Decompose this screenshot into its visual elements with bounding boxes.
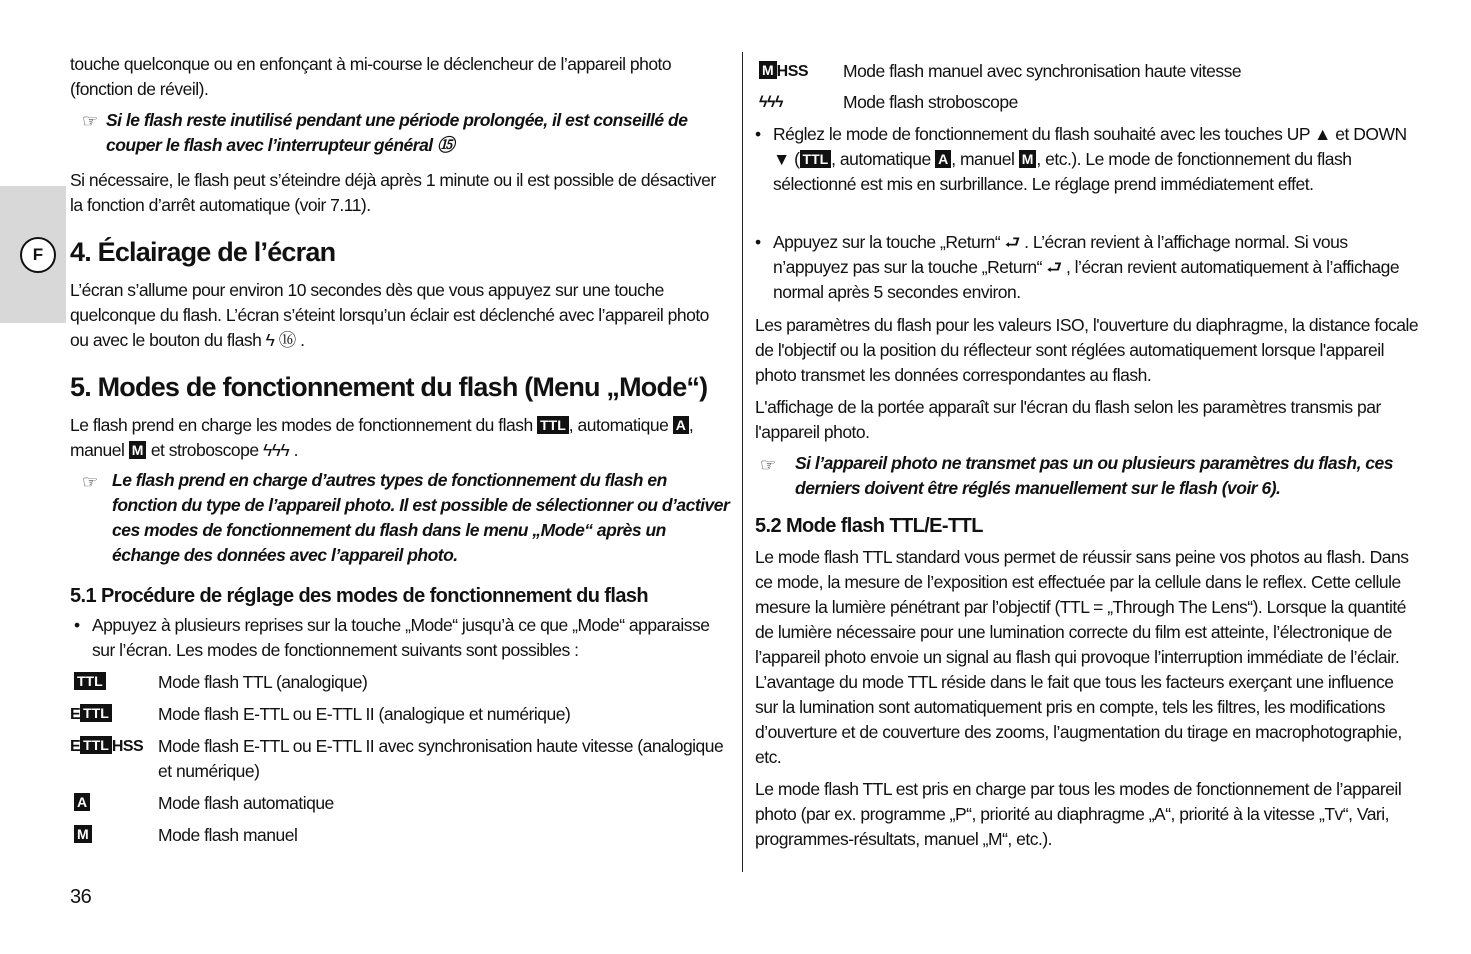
intro-paragraph: touche quelconque ou en enfonçant à mi-course le déclencheur de l’appareil photo (fonction de réveil).: [70, 54, 672, 99]
note-power-switch: Si le flash reste inutilisé pendant une période prolongée, il est conseillé de couper le flash avec l’interrupteur général ⑮: [106, 110, 688, 155]
bullet-return: • Appuyez sur la touche „Return“ ⮐ . L’écran revient à l’affichage normal. Si vous n’appuyez pas sur la touche „Return“ ⮐ , l’écran revient automatiquement à l’affichage normal après 5 secondes environ.: [773, 230, 1418, 305]
mode-auto-text: Mode flash automatique: [158, 793, 334, 813]
mode-manual-text: Mode flash manuel: [158, 825, 298, 845]
select-mode-text-d: , etc.). Le mode de fonctionnement du flash sélectionné est mis en surbrillance. Le réglage prend immédiatement effet.: [773, 149, 1352, 194]
params-paragraph: Les paramètres du flash pour les valeurs ISO, l'ouverture du diaphragme, la distance focale de l'objectif ou la position du réflecteur sont réglées automatiquement lorsque l'appareil photo transmet les données correspondantes au flash.: [755, 315, 1419, 385]
auto-badge-icon: A: [935, 150, 951, 168]
mode-icon-ettl-hss: E TTL HSS: [70, 737, 144, 755]
mode-icon-ettl: E TTL: [70, 702, 112, 727]
modes-intro-text-b: , automatique: [568, 415, 669, 435]
mode-strobe-text: Mode flash stroboscope: [843, 92, 1018, 112]
language-tab-label: F: [20, 237, 56, 273]
pointing-hand-icon: ☞: [760, 455, 776, 475]
modes-intro-text-c: , manuel: [70, 415, 694, 460]
ttl-badge-icon: TTL: [800, 150, 832, 168]
ttl-badge-icon: TTL: [537, 416, 569, 434]
note-other-modes: Le flash prend en charge d’autres types de fonctionnement du flash en fonction du type de l’appareil photo. Il est possible de sélectionner ou d’activer ces modes de fonctionnement du flash dans le menu „Mode“ après un échange des données avec l’appareil photo.: [112, 470, 730, 565]
subsection-heading-5-2: 5.2 Mode flash TTL/E-TTL: [755, 515, 983, 537]
ttl-explanation-paragraph: Le mode flash TTL standard vous permet de réussir sans peine vos photos au flash. Dans ce mode, la mesure de l’exposition est effectuée par la cellule dans le reflex. Cette cellule mesure la lumière pénétrant par l’objectif (TTL = „Through The Lens“). Lorsque la quantité de lumière nécessaire pour une lumination correcte du film est atteinte, l’électronique de l’appareil photo envoie un signal au flash qui provoque l’interruption immédiate de l’éclair. L’avantage du mode TTL réside dans le fait que tous les facteurs exerçant une influence sur la lumination sont automatiquement pris en compte, tels les filtres, les modifications d’ouverture et de couverture des zooms, l’augmentation du tirage en macrophotographie, etc.: [755, 547, 1409, 767]
mode-ettl-text: Mode flash E-TTL ou E-TTL II (analogique et numérique): [158, 704, 571, 724]
auto-badge-icon: A: [673, 416, 689, 434]
mode-icon-ttl: TTL: [74, 670, 106, 695]
column-divider: [742, 52, 743, 872]
bullet-press-mode: • Appuyez à plusieurs reprises sur la touche „Mode“ jusqu’à ce que „Mode“ apparaisse sur l’écran. Les modes de fonctionnement suivants sont possibles :: [92, 613, 732, 663]
mode-icon-manual-hss: M HSS: [759, 59, 808, 84]
select-mode-text-a: Réglez le mode de fonctionnement du flash souhaité avec les touches UP ▲ et DOWN ▼ (: [773, 124, 1407, 169]
range-paragraph: L'affichage de la portée apparaît sur l'écran du flash selon les paramètres transmis par l'appareil photo.: [755, 397, 1381, 442]
pointing-hand-icon: ☞: [82, 111, 98, 131]
page-number: 36: [70, 886, 92, 908]
mode-manual-hss-text: Mode flash manuel avec synchronisation haute vitesse: [843, 61, 1242, 81]
manual-badge-icon: M: [129, 441, 147, 459]
section-heading-4: 4. Éclairage de l’écran: [70, 237, 336, 267]
select-mode-text-c: , manuel: [951, 149, 1015, 169]
modes-intro-text-a: Le flash prend en charge les modes de fonctionnement du flash: [70, 415, 533, 435]
select-mode-text-b: , automatique: [831, 149, 931, 169]
strobe-icon: ϟϟϟ: [759, 94, 783, 111]
manual-badge-icon: M: [1019, 150, 1037, 168]
pointing-hand-icon: ☞: [82, 472, 98, 492]
modes-intro-text-d: et stroboscope ϟϟϟ .: [150, 440, 298, 460]
subsection-heading-5-1: 5.1 Procédure de réglage des modes de fonctionnement du flash: [70, 585, 648, 607]
screen-light-paragraph: L’écran s’allume pour environ 10 secondes dès que vous appuyez sur une touche quelconque du flash. L’écran s’éteint lorsqu’un éclair est déclenché avec l’appareil photo ou avec le bouton du flash ϟ ⑯ .: [70, 280, 709, 350]
mode-icon-auto: A: [74, 791, 90, 816]
note-manual-params: Si l’appareil photo ne transmet pas un ou plusieurs paramètres du flash, ces derniers doivent être réglés manuellement sur le flash (voir 6).: [795, 453, 1393, 498]
bullet-select-mode: [773, 122, 1418, 197]
modes-intro-paragraph: [70, 413, 730, 463]
mode-icon-manual: M: [74, 823, 92, 848]
mode-ettl-hss-text: Mode flash E-TTL ou E-TTL II avec synchronisation haute vitesse (analogique et numérique): [158, 736, 724, 781]
auto-off-paragraph: Si nécessaire, le flash peut s’éteindre déjà après 1 minute ou il est possible de désactiver la fonction d’arrêt automatique (voir 7.11).: [70, 170, 716, 215]
ttl-support-paragraph: Le mode flash TTL est pris en charge par tous les modes de fonctionnement de l’appareil photo (par ex. programme „P“, priorité au diaphragme „A“, priorité à la vitesse „Tv“, Vari, programmes-résultats, manuel „M“, etc.).: [755, 779, 1402, 849]
section-heading-5: 5. Modes de fonctionnement du flash (Menu „Mode“): [70, 372, 708, 402]
mode-ttl-text: Mode flash TTL (analogique): [158, 672, 368, 692]
